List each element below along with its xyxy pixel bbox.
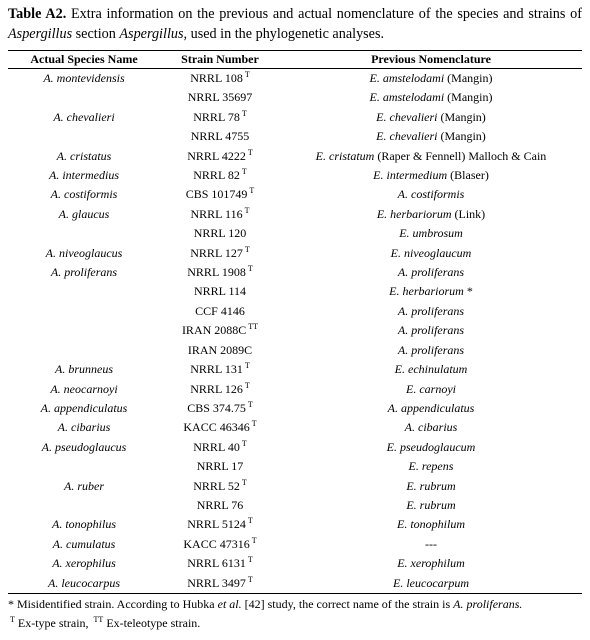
cell-actual-species [8, 88, 160, 107]
species-name: A. chevalieri [53, 109, 115, 124]
cell-actual-species [8, 380, 160, 399]
species-name: A. niveoglaucus [45, 245, 123, 260]
previous-name-authority: (Mangin) [437, 109, 486, 124]
strain-number: NRRL 126 [190, 381, 243, 396]
strain-number: IRAN 2089C [187, 342, 253, 357]
cell-previous-nomenclature [280, 147, 582, 166]
type-strain-marker: T [247, 574, 253, 584]
type-strain-marker: T [247, 399, 253, 409]
cell-actual-species [8, 438, 160, 457]
cell-previous-nomenclature [280, 535, 582, 554]
species-name: A. ruber [64, 478, 104, 493]
cell-strain-number [160, 515, 280, 534]
cell-strain-number [160, 166, 280, 185]
type-strain-marker: T [244, 244, 250, 254]
cell-previous-nomenclature [280, 457, 582, 476]
previous-name: E. herbariorum [376, 206, 452, 221]
table-row [8, 574, 582, 594]
footnote-text: [42] study, the correct name of the strain is [244, 596, 451, 611]
cell-previous-nomenclature [280, 554, 582, 573]
footnote-text: * Misidentified strain. According to Hubka [8, 596, 215, 611]
previous-name-authority: (Blaser) [447, 168, 489, 183]
strain-number: NRRL 78 [193, 109, 240, 124]
cell-strain-number [160, 574, 280, 594]
type-strain-marker: T [241, 477, 247, 487]
previous-name-authority: --- [425, 536, 437, 551]
previous-name: E. repens [408, 459, 454, 474]
strain-number: NRRL 40 [193, 439, 240, 454]
species-name: A. cristatus [56, 148, 112, 163]
table-row [8, 341, 582, 360]
cell-actual-species [8, 282, 160, 301]
species-name: A. intermedius [49, 168, 119, 183]
strain-number: NRRL 35697 [187, 90, 253, 105]
cell-actual-species [8, 185, 160, 204]
table-row [8, 205, 582, 224]
cell-strain-number [160, 321, 280, 340]
strain-number: NRRL 5124 [187, 517, 246, 532]
cell-previous-nomenclature [280, 302, 582, 321]
previous-name: E. rubrum [406, 478, 456, 493]
cell-previous-nomenclature [280, 69, 582, 89]
cell-actual-species [8, 108, 160, 127]
caption-genus: Aspergillus [8, 26, 73, 42]
cell-strain-number [160, 496, 280, 515]
cell-previous-nomenclature [280, 438, 582, 457]
footnote-sup: T [10, 614, 15, 624]
cell-actual-species [8, 302, 160, 321]
previous-name-authority: (Link) [451, 206, 486, 221]
table-header-row [8, 51, 582, 69]
cell-actual-species [8, 224, 160, 243]
previous-name: A. proliferans [397, 342, 465, 357]
strain-number: NRRL 3497 [187, 575, 246, 590]
table-row [8, 244, 582, 263]
strain-number: NRRL 116 [190, 206, 243, 221]
cell-previous-nomenclature [280, 321, 582, 340]
previous-name: E. niveoglaucum [390, 245, 472, 260]
table-row [8, 69, 582, 89]
table-row [8, 438, 582, 457]
cell-strain-number [160, 302, 280, 321]
type-strain-marker: T [244, 205, 250, 215]
type-strain-marker: T [251, 535, 257, 545]
previous-name: A. appendiculatus [387, 400, 475, 415]
species-name: A. cibarius [57, 420, 111, 435]
cell-actual-species [8, 457, 160, 476]
cell-actual-species [8, 477, 160, 496]
species-name: A. appendiculatus [40, 400, 128, 415]
type-strain-marker: T [244, 380, 250, 390]
previous-name-authority: * [463, 284, 473, 299]
species-name: A. pseudoglaucus [41, 439, 127, 454]
table-row [8, 185, 582, 204]
cell-strain-number [160, 69, 280, 89]
type-strain-marker: T [247, 555, 253, 565]
previous-name: E. echinulatum [394, 362, 468, 377]
cell-strain-number [160, 477, 280, 496]
footnote-types [8, 614, 582, 633]
table-row [8, 380, 582, 399]
cell-previous-nomenclature [280, 205, 582, 224]
species-name: A. xerophilus [52, 556, 116, 571]
strain-number: NRRL 131 [190, 362, 243, 377]
strain-number: KACC 46346 [183, 420, 250, 435]
header-previous-nomenclature: Previous Nomenclature [371, 52, 491, 66]
table-row [8, 302, 582, 321]
cell-strain-number [160, 360, 280, 379]
caption-text-3: , used in the phylogenetic analyses. [183, 26, 385, 42]
cell-actual-species [8, 166, 160, 185]
previous-name: E. amstelodami [369, 90, 445, 105]
cell-strain-number [160, 127, 280, 146]
cell-strain-number [160, 147, 280, 166]
cell-strain-number [160, 399, 280, 418]
strain-number: CCF 4146 [195, 303, 245, 318]
header-strain-number: Strain Number [181, 52, 259, 66]
strain-number: NRRL 76 [196, 497, 244, 512]
table-row [8, 418, 582, 437]
cell-previous-nomenclature [280, 574, 582, 594]
previous-name: E. tonophilum [397, 517, 465, 532]
previous-name: E. umbrosum [399, 226, 463, 241]
cell-strain-number [160, 88, 280, 107]
table-row [8, 477, 582, 496]
table-row [8, 166, 582, 185]
species-name: A. cumulatus [52, 536, 116, 551]
previous-name: E. pseudoglaucum [386, 439, 476, 454]
footnote-text: Ex-teleotype strain. [106, 615, 201, 630]
species-name: A. montevidensis [43, 71, 125, 85]
table-row [8, 535, 582, 554]
cell-actual-species [8, 554, 160, 573]
cell-actual-species [8, 360, 160, 379]
footnote-etal: et al. [217, 596, 242, 611]
table-row [8, 88, 582, 107]
strain-number: NRRL 4755 [190, 129, 250, 144]
species-name: A. brunneus [55, 362, 113, 377]
cell-strain-number [160, 205, 280, 224]
table-row [8, 321, 582, 340]
cell-previous-nomenclature [280, 496, 582, 515]
species-name: A. costiformis [50, 187, 118, 202]
cell-strain-number [160, 244, 280, 263]
cell-previous-nomenclature [280, 88, 582, 107]
previous-name: E. chevalieri [376, 129, 438, 144]
cell-previous-nomenclature [280, 244, 582, 263]
table-label: Table A2. [8, 6, 67, 22]
type-strain-marker: T [244, 361, 250, 371]
cell-actual-species [8, 263, 160, 282]
cell-strain-number [160, 438, 280, 457]
table-row [8, 127, 582, 146]
type-strain-marker: T [241, 167, 247, 177]
type-strain-marker: T [247, 264, 253, 274]
strain-number: NRRL 17 [196, 459, 244, 474]
cell-strain-number [160, 341, 280, 360]
caption-text-2: section [75, 26, 116, 42]
cell-previous-nomenclature [280, 380, 582, 399]
strain-number: NRRL 4222 [187, 148, 246, 163]
species-name: A. leucocarpus [48, 575, 120, 590]
cell-actual-species [8, 574, 160, 594]
footnote-text: Ex-type strain, [17, 615, 89, 630]
cell-strain-number [160, 185, 280, 204]
cell-actual-species [8, 341, 160, 360]
cell-previous-nomenclature [280, 127, 582, 146]
strain-number: NRRL 52 [193, 478, 240, 493]
table-row [8, 399, 582, 418]
cell-previous-nomenclature [280, 341, 582, 360]
strain-number: CBS 374.75 [187, 400, 246, 415]
strain-number: NRRL 127 [190, 245, 243, 260]
cell-actual-species [8, 496, 160, 515]
table-row [8, 147, 582, 166]
cell-previous-nomenclature [280, 185, 582, 204]
footnote-misidentified [8, 595, 582, 614]
previous-name: E. xerophilum [397, 556, 465, 571]
cell-strain-number [160, 224, 280, 243]
cell-previous-nomenclature [280, 224, 582, 243]
species-name: A. tonophilus [51, 517, 116, 532]
cell-actual-species [8, 127, 160, 146]
cell-strain-number [160, 263, 280, 282]
cell-actual-species [8, 321, 160, 340]
footnote-sup: TT [93, 614, 104, 624]
strain-number: NRRL 120 [193, 226, 247, 241]
strain-number: IRAN 2088C [181, 323, 247, 338]
cell-previous-nomenclature [280, 515, 582, 534]
type-strain-marker: TT [248, 322, 259, 332]
table-row [8, 496, 582, 515]
cell-previous-nomenclature [280, 477, 582, 496]
cell-previous-nomenclature [280, 166, 582, 185]
cell-strain-number [160, 108, 280, 127]
cell-previous-nomenclature [280, 418, 582, 437]
cell-actual-species [8, 205, 160, 224]
table-row [8, 515, 582, 534]
species-name: A. glaucus [58, 206, 110, 221]
table-row [8, 108, 582, 127]
species-name: A. proliferans [50, 265, 118, 280]
table-body [8, 69, 582, 594]
cell-strain-number [160, 457, 280, 476]
previous-name-authority: (Mangin) [444, 71, 493, 85]
type-strain-marker: T [249, 186, 255, 196]
table-row [8, 263, 582, 282]
previous-name: A. proliferans [397, 265, 465, 280]
cell-previous-nomenclature [280, 282, 582, 301]
previous-name: E. cristatum [315, 148, 375, 163]
cell-strain-number [160, 535, 280, 554]
table-row [8, 360, 582, 379]
table-row [8, 554, 582, 573]
caption-section: Aspergillus [119, 26, 184, 42]
table-row [8, 457, 582, 476]
cell-actual-species [8, 418, 160, 437]
cell-previous-nomenclature [280, 108, 582, 127]
cell-strain-number [160, 282, 280, 301]
caption-text-1: Extra information on the previous and actual nomenclature of the species and strains of [71, 6, 582, 22]
table-caption [8, 4, 582, 44]
cell-actual-species [8, 69, 160, 89]
previous-name: E. amstelodami [369, 71, 445, 85]
cell-actual-species [8, 244, 160, 263]
nomenclature-table [8, 50, 582, 594]
strain-number: KACC 47316 [183, 536, 250, 551]
previous-name: A. costiformis [397, 187, 465, 202]
strain-number: NRRL 1908 [187, 265, 246, 280]
previous-name: E. leucocarpum [393, 575, 469, 590]
previous-name-authority: (Mangin) [444, 90, 493, 105]
previous-name: A. proliferans [397, 303, 465, 318]
previous-name: A. cibarius [404, 420, 458, 435]
header-actual-species: Actual Species Name [30, 52, 138, 66]
strain-number: CBS 101749 [185, 187, 248, 202]
species-name: A. neocarnoyi [50, 381, 118, 396]
previous-name: E. chevalieri [376, 109, 438, 124]
strain-number: NRRL 108 [190, 71, 243, 85]
cell-actual-species [8, 399, 160, 418]
footnote-species: A. proliferans. [453, 596, 523, 611]
cell-previous-nomenclature [280, 360, 582, 379]
cell-actual-species [8, 535, 160, 554]
strain-number: NRRL 82 [193, 168, 240, 183]
strain-number: NRRL 6131 [187, 556, 246, 571]
previous-name: E. intermedium [373, 168, 448, 183]
previous-name: E. rubrum [406, 497, 456, 512]
cell-previous-nomenclature [280, 263, 582, 282]
cell-actual-species [8, 515, 160, 534]
table-row [8, 224, 582, 243]
strain-number: NRRL 114 [193, 284, 247, 299]
type-strain-marker: T [241, 108, 247, 118]
table-footnotes [8, 595, 582, 633]
type-strain-marker: T [251, 419, 257, 429]
previous-name: E. herbariorum [389, 284, 464, 299]
type-strain-marker: T [244, 70, 250, 79]
cell-strain-number [160, 418, 280, 437]
type-strain-marker: T [247, 147, 253, 157]
previous-name-authority: (Raper & Fennell) Malloch & Cain [374, 148, 547, 163]
cell-strain-number [160, 380, 280, 399]
previous-name-authority: (Mangin) [437, 129, 486, 144]
previous-name: A. proliferans [397, 323, 465, 338]
table-row [8, 282, 582, 301]
cell-previous-nomenclature [280, 399, 582, 418]
cell-strain-number [160, 554, 280, 573]
previous-name: E. carnoyi [406, 381, 456, 396]
cell-actual-species [8, 147, 160, 166]
type-strain-marker: T [247, 516, 253, 526]
type-strain-marker: T [241, 438, 247, 448]
